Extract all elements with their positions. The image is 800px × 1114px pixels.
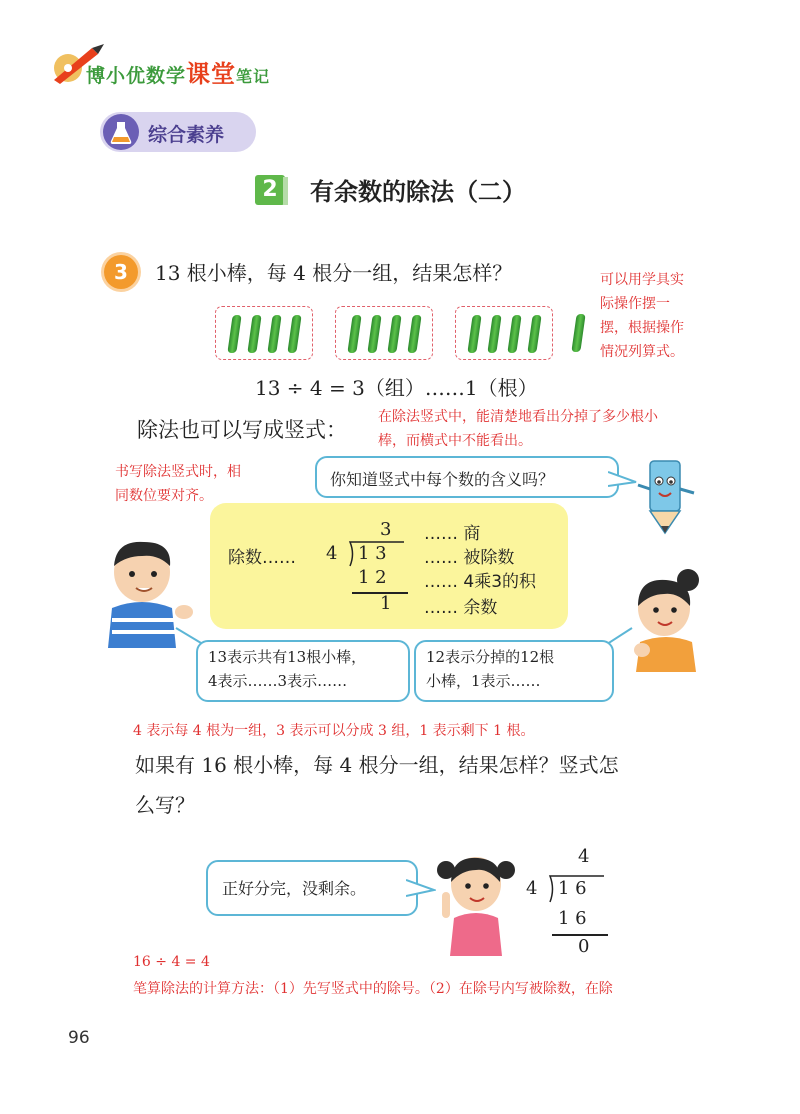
note-equation-16: 16 ÷ 4 = 4 [133,954,210,970]
follow-up-question [135,745,715,825]
note-line: 际操作摆一 [600,296,670,312]
speech-bubble-no-remainder-text: 正好分完，没剩余。 [222,879,367,898]
dividend: 1 3 [358,543,387,564]
example-number-badge: 3 [104,255,138,289]
flask-icon [103,114,139,150]
quotient-label: …… 商 [424,524,481,544]
product-2: 1 6 [558,908,587,929]
example-question: 13 根小棒，每 4 根分一组，结果怎样？ [155,261,513,285]
stick-group-3 [455,306,553,360]
quotient: 3 [380,519,392,540]
logo-part-3: 笔记 [236,67,271,86]
division-equation: 13 ÷ 4 = 3（组）……1（根） [255,376,538,400]
vertical-form-intro: 除法也可以写成竖式： [137,418,347,442]
remainder-label: …… 余数 [424,598,498,618]
lesson-number-decoration [283,177,288,205]
note-line: 情况列算式。 [600,344,684,360]
note-digit-alignment [115,460,275,508]
note-vertical-advantage [378,405,708,453]
stick-icon [407,315,421,353]
stick-icon [247,315,261,353]
divisor-label: 除数…… [228,548,296,568]
section-label: 综合素养 [148,124,225,146]
divisor: 4 [326,543,338,564]
product-label: …… 4乘3的积 [424,572,537,592]
leftover-stick-icon [571,314,585,352]
stick-icon [467,315,481,353]
girl-pointing-character-icon [432,848,522,956]
speech-bubble-boy-line: 13表示共有13根小棒， [208,648,367,666]
note-calculation-method: 笔算除法的计算方法：（1）先写竖式中的除号。（2）在除号内写被除数，在除 [133,981,613,997]
stick-icon [267,315,281,353]
stick-icon [347,315,361,353]
remainder: 1 [380,593,392,614]
stick-icon [507,315,521,353]
note-line: 棒，而横式中不能看出。 [378,433,532,449]
stick-icon [367,315,381,353]
stick-icon [527,315,541,353]
dividend-label: …… 被除数 [424,548,515,568]
divisor-2: 4 [526,878,538,899]
note-line: 可以用学具实 [600,272,684,288]
question-line: 如果有 16 根小棒，每 4 根分一组，结果怎样？竖式怎 [135,753,619,777]
quotient-2: 4 [578,846,590,867]
note-line: 同数位要对齐。 [115,488,213,504]
product: 1 2 [358,567,387,588]
speech-bubble-boy-line: 4表示……3表示…… [208,672,348,690]
dividend-2: 1 6 [558,878,587,899]
remainder-2: 0 [578,936,590,957]
logo-part-1: 博小优数学 [86,65,187,87]
note-number-meaning: 4 表示每 4 根为一组，3 表示可以分成 3 组，1 表示剩下 1 根。 [133,723,535,739]
logo-text [86,54,270,89]
stick-group-1 [215,306,313,360]
lesson-number: 2 [255,175,285,205]
stick-group-2 [335,306,433,360]
speech-bubble-girl-line: 小棒，1表示…… [426,672,541,690]
speech-bubble-question-text: 你知道竖式中每个数的含义吗？ [330,470,555,489]
note-hands-on [600,268,720,364]
note-line: 摆，根据操作 [600,320,684,336]
stick-icon [287,315,301,353]
stick-icon [387,315,401,353]
page-number: 96 [68,1028,90,1048]
logo-part-2: 课堂 [186,60,237,88]
stick-icon [487,315,501,353]
question-line: 么写？ [135,793,195,817]
pencil-mascot-icon [632,455,702,535]
note-line: 书写除法竖式时，相 [115,464,241,480]
speech-bubble-girl-line: 12表示分掉的12根 [426,648,555,666]
note-line: 在除法竖式中，能清楚地看出分掉了多少根小 [378,409,658,425]
lesson-title: 有余数的除法（二） [310,178,526,206]
stick-icon [227,315,241,353]
